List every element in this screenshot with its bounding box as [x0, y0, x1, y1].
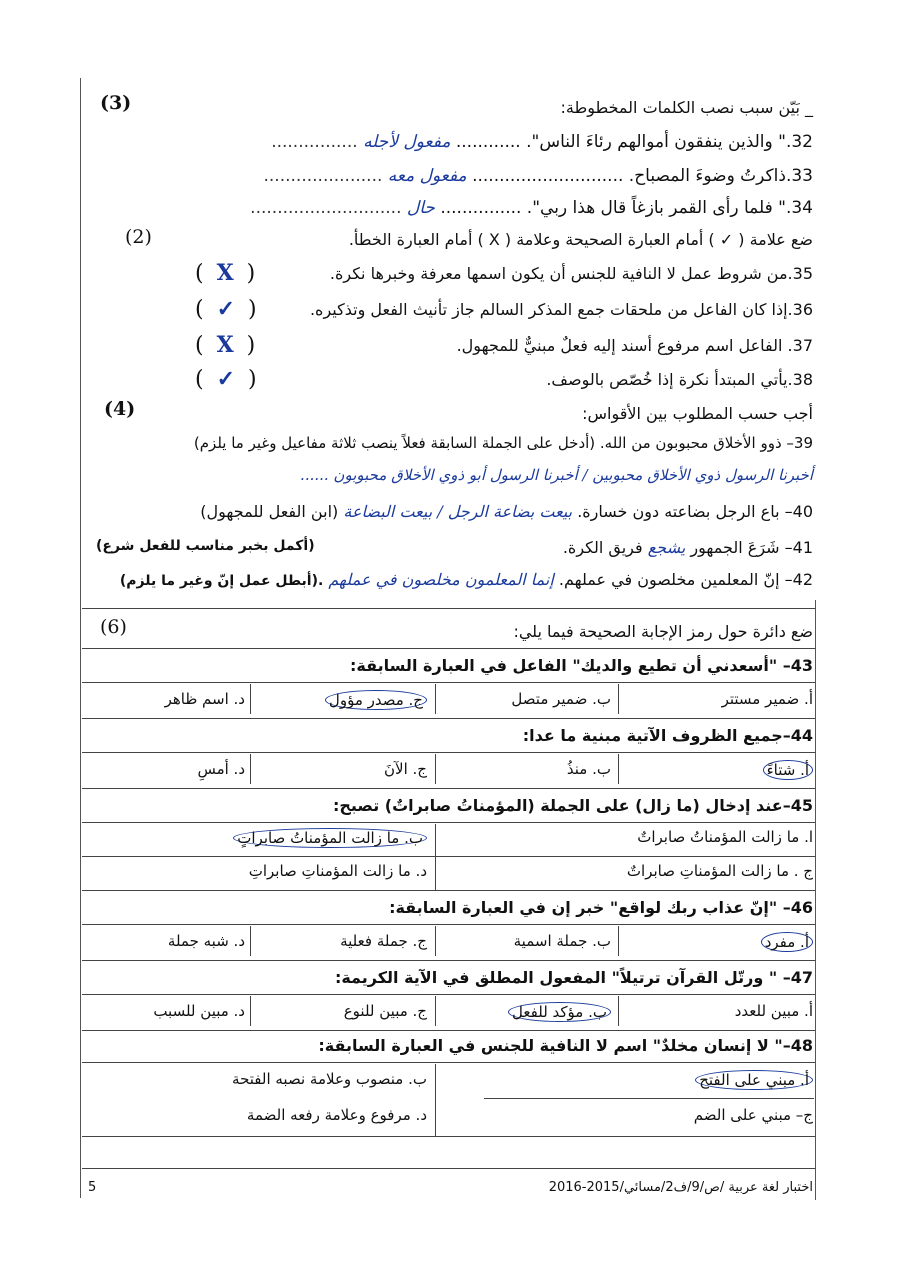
q45-opt-b[interactable] [233, 828, 427, 848]
section4-title: ضع دائرة حول رمز الإجابة الصحيحة فيما يلي: [513, 622, 813, 641]
q33-text: 33.ذاكرتُ وضوءَ المصباح. ............................ [472, 166, 813, 186]
q44-opt-c[interactable]: ج. الآنَ [384, 760, 427, 778]
divider [250, 754, 251, 784]
rule [82, 890, 815, 891]
q43-opt-c[interactable] [325, 690, 427, 710]
q40-text: 40– باع الرجل بضاعته دون خسارة. [577, 502, 813, 521]
rule [82, 718, 815, 719]
q48-opt-c[interactable]: ج– مبني على الضم [693, 1106, 813, 1124]
q48-opt-a-label: أ. مبني على الفتح [695, 1070, 813, 1090]
q47-opt-b[interactable] [508, 1002, 611, 1022]
divider [435, 996, 436, 1026]
q44-opt-a[interactable] [763, 760, 813, 780]
divider [435, 1064, 436, 1136]
q46-opt-a[interactable] [761, 932, 813, 952]
q48-title: 48–" لا إنسان مخلدٌ" اسم لا النافية للجنس في العبارة السابقة: [318, 1036, 813, 1055]
q47-title: 47– " ورتّل القرآن ترتيلاً" المفعول المطلق في الآية الكريمة: [334, 968, 813, 987]
q33-row [264, 166, 814, 186]
q48-opt-d[interactable]: د. مرفوع وعلامة رفعه الضمة [246, 1106, 427, 1124]
q42-text: 42– إنّ المعلمين مخلصون في عملهم. [558, 570, 813, 589]
q44-opt-a-label: أ. شتاءً [763, 760, 813, 780]
q35-answer-box: ( X ) [195, 260, 256, 286]
q43-opt-a[interactable]: أ. ضمير مستتر [721, 690, 813, 708]
rule [82, 856, 815, 857]
q37-answer-box: ( X ) [195, 332, 256, 358]
section2-mark: (2) [125, 226, 152, 248]
section3-mark: (4) [104, 398, 136, 420]
q40-note: (ابن الفعل للمجهول) [200, 502, 339, 521]
q43-opt-d[interactable]: د. اسم ظاهر [164, 690, 245, 708]
q34-row [250, 198, 813, 218]
q39-answer: أخبرنا الرسول ذوي الأخلاق محبوبين / أخبرنا الرسول أبو ذوي الأخلاق محبوبون ...... [300, 466, 813, 484]
divider [435, 926, 436, 956]
page-number: 5 [88, 1180, 97, 1195]
section4-top-rule [82, 608, 815, 609]
q38-text: 38.يأتي المبتدأ نكرة إذا خُصّص بالوصف. [546, 370, 813, 389]
q46-title: 46– "إنّ عذاب ربك لواقع" خبر إن في العبارة السابقة: [389, 898, 813, 917]
q42-note: .(أبطل عمل إنّ وغير ما يلزم) [119, 573, 324, 589]
q41-rest: فريق الكرة. [562, 538, 643, 557]
q46-opt-d[interactable]: د. شبه جملة [167, 932, 245, 950]
divider [618, 754, 619, 784]
q41-text: 41– شَرَعَ الجمهور [690, 538, 813, 557]
divider [250, 926, 251, 956]
q34-dots: ............................ [250, 198, 402, 218]
q32-answer: مفعول لأجله [363, 132, 451, 152]
rule [82, 1136, 815, 1137]
divider [618, 996, 619, 1026]
q33-dots: ...................... [263, 166, 383, 186]
left-border [80, 78, 81, 1198]
rule [82, 1030, 815, 1031]
q36-answer-box: ( ✓ ) [195, 296, 257, 322]
q44-opt-b[interactable]: ب. منذُ [566, 760, 611, 778]
q43-opt-b[interactable]: ب. ضمير متصل [511, 690, 611, 708]
q35-text: 35.من شروط عمل لا النافية للجنس أن يكون اسمها معرفة وخبرها نكرة. [329, 264, 813, 283]
rule [82, 788, 815, 789]
q45-opt-d[interactable]: د. ما زالت المؤمناتِ صابراتِ [248, 862, 427, 880]
q46-opt-a-label: أ. مفرد [761, 932, 813, 952]
q47-opt-d[interactable]: د. مبين للسبب [153, 1002, 245, 1020]
q37-text: 37. الفاعل اسم مرفوع أسند إليه فعلٌ مبنيٌّ للمجهول. [456, 336, 813, 355]
q48-opt-a[interactable] [695, 1070, 813, 1090]
q38-answer-box: ( ✓ ) [195, 366, 257, 392]
footer-rule [82, 1168, 815, 1169]
q35-answer: X [216, 260, 234, 286]
q48-opt-b[interactable]: ب. منصوب وعلامة نصبه الفتحة [232, 1070, 427, 1088]
right-border-lower [815, 600, 816, 1200]
rule [82, 994, 815, 995]
q33-answer: مفعول معه [387, 166, 467, 186]
divider [618, 926, 619, 956]
divider [250, 684, 251, 714]
divider [435, 754, 436, 784]
rule [484, 1098, 814, 1099]
q32-row [271, 132, 813, 152]
q47-opt-c[interactable]: ج. مبين للنوع [343, 1002, 427, 1020]
q37-answer: X [216, 332, 234, 358]
q41-note: (أكمل بخبر مناسب للفعل شرع) [96, 538, 315, 554]
rule [82, 752, 815, 753]
q45-opt-a[interactable]: ا. ما زالت المؤمناتُ صابراتٌ [637, 828, 813, 846]
divider [435, 824, 436, 890]
q40-row [200, 502, 813, 521]
q47-opt-b-label: ب. مؤكد للفعل [508, 1002, 611, 1022]
q42-row [120, 570, 813, 589]
q41-answer: يشجع [647, 538, 686, 557]
q36-answer: ✓ [216, 296, 236, 322]
q38-answer: ✓ [216, 366, 236, 392]
q44-title: 44–جميع الظروف الآتية مبنية ما عدا: [522, 726, 813, 745]
q45-title: 45–عند إدخال (ما زال) على الجملة (المؤمناتُ صابراتٌ) تصبح: [332, 796, 813, 815]
rule [82, 960, 815, 961]
q32-dots: ................ [271, 132, 358, 152]
q46-opt-c[interactable]: ج. جملة فعلية [340, 932, 427, 950]
q34-text: 34." فلما رأى القمر بازغاً قال هذا ربي". ............... [440, 198, 813, 218]
q43-title: 43– "أسعدني أن تطيع والديك" الفاعل في العبارة السابقة: [350, 656, 813, 675]
rule [82, 682, 815, 683]
q44-opt-d[interactable]: د. أمسِ [197, 760, 245, 778]
footer-label: اختبار لغة عربية /ص/9/ف2/مسائي/2015-2016 [548, 1180, 813, 1195]
q43-opt-c-label: ج. مصدر مؤول [325, 690, 427, 710]
q42-answer: إنما المعلمون مخلصون في عملهم [328, 570, 554, 589]
rule [82, 1062, 815, 1063]
q46-opt-b[interactable]: ب. جملة اسمية [513, 932, 611, 950]
q34-answer: حال [406, 198, 435, 218]
section4-mark: (6) [100, 616, 127, 638]
divider [435, 684, 436, 714]
q47-opt-a[interactable]: أ. مبين للعدد [734, 1002, 813, 1020]
divider [618, 684, 619, 714]
rule [82, 822, 815, 823]
q45-opt-b-label: ب. ما زالت المؤمناتُ صابراتٍ [233, 828, 427, 848]
section1-title: _ بَيّن سبب نصب الكلمات المخطوطة: [560, 98, 813, 117]
q45-opt-c[interactable]: ج . ما زالت المؤمناتِ صابراتٌ [626, 862, 813, 880]
section1-mark: (3) [100, 92, 132, 114]
q39-text: 39– ذوو الأخلاق محبوبون من الله. (أدخل على الجملة السابقة فعلاً ينصب ثلاثة مفاعيل وغير ما يلزم) [193, 434, 813, 452]
q32-text: 32." والذين ينفقون أموالهم رئاءَ الناس". ............ [455, 132, 813, 152]
divider [250, 996, 251, 1026]
rule [82, 924, 815, 925]
rule [82, 648, 815, 649]
q40-answer: بيعت بضاعة الرجل / بيعت البضاعة [343, 502, 573, 521]
q41-row [563, 538, 813, 557]
section2-title: ضع علامة ( ✓ ) أمام العبارة الصحيحة وعلامة ( X ) أمام العبارة الخطأ. [348, 230, 813, 249]
q36-text: 36.إذا كان الفاعل من ملحقات جمع المذكر السالم جاز تأنيث الفعل وتذكيره. [309, 300, 813, 319]
section3-title: أجب حسب المطلوب بين الأقواس: [582, 404, 813, 423]
